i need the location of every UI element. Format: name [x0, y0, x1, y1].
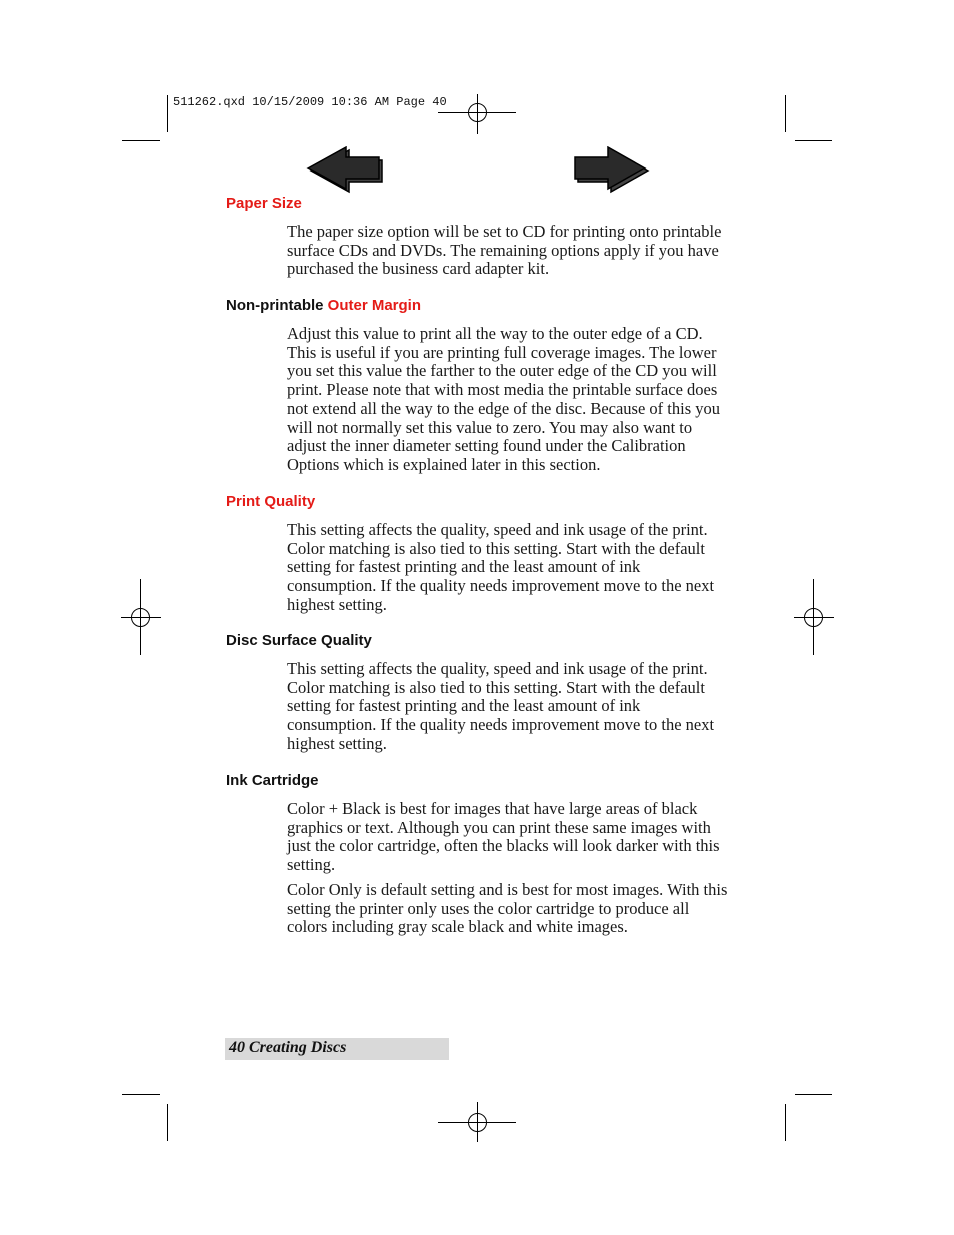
paragraph-outer-margin [287, 325, 732, 475]
registration-mark-icon [438, 1102, 516, 1142]
paragraph-ink-cartridge-1 [287, 800, 732, 875]
section-heading-ink-cartridge: Ink Cartridge [226, 772, 319, 789]
crop-mark [122, 1094, 160, 1095]
crop-mark [795, 140, 832, 141]
registration-mark-icon [121, 579, 161, 655]
paragraph-paper-size [287, 223, 732, 279]
section-heading-disc-surface-quality: Disc Surface Quality [226, 632, 372, 649]
crop-mark [785, 95, 786, 132]
paragraph-text: The paper size option will be set to CD for printing onto printable surface CDs and DVDs. The remaining options apply if you have purchased the business card adapter kit. [287, 222, 722, 279]
section-heading-print-quality: Print Quality [226, 493, 316, 510]
crop-mark [785, 1104, 786, 1141]
crop-mark [167, 1104, 168, 1141]
right-arrow-icon[interactable] [571, 146, 651, 194]
crop-mark [122, 140, 160, 141]
paragraph-text: This setting affects the quality, speed and ink usage of the print. Color matching is also tied to this setting. Start with the default setting for fastest printing and the least amount of ink consumption. If the quality needs improvement move to the next highest setting. [287, 520, 715, 614]
section-heading-paper-size: Paper Size [226, 195, 302, 212]
heading-highlight: Outer Margin [327, 297, 422, 314]
paragraph-print-quality [287, 521, 732, 615]
paragraph-text: Color Only is default setting and is best for most images. With this setting the printer only uses the color cartridge to produce all colors including gray scale black and white images. [287, 880, 728, 937]
section-heading-outer-margin [226, 297, 421, 314]
paragraph-ink-cartridge-2 [287, 881, 732, 937]
crop-mark [795, 1094, 832, 1095]
left-arrow-icon[interactable] [306, 146, 386, 194]
page-footer: 40 Creating Discs [229, 1039, 347, 1056]
paragraph-text: This setting affects the quality, speed and ink usage of the print. Color matching is also tied to this setting. Start with the default setting for fastest printing and the least amount of ink consumption. If the quality needs improvement move to the next highest setting. [287, 659, 715, 753]
paragraph-text: Color + Black is best for images that have large areas of black graphics or text. Although you can print these same images with just the color cartridge, often the blacks will look darker with this setting. [287, 799, 720, 875]
crop-mark [167, 95, 168, 132]
registration-mark-icon [438, 94, 516, 134]
paragraph-disc-surface-quality [287, 660, 732, 754]
heading-text: Non-printable [226, 297, 328, 314]
print-slug: 511262.qxd 10/15/2009 10:36 AM Page 40 [173, 95, 447, 109]
registration-mark-icon [794, 579, 834, 655]
paragraph-text: Adjust this value to print all the way to the outer edge of a CD. This is useful if you are printing full coverage images. The lower you set this value the farther to the outer edge of the CD you will print. Please note that with most media the printable surface does not extend all the way to the edge of the disc. Because of this you will not normally set this value to zero. You may also want to adjust the inner diameter setting found under the Calibration Options which is explained later in this section. [287, 324, 721, 474]
